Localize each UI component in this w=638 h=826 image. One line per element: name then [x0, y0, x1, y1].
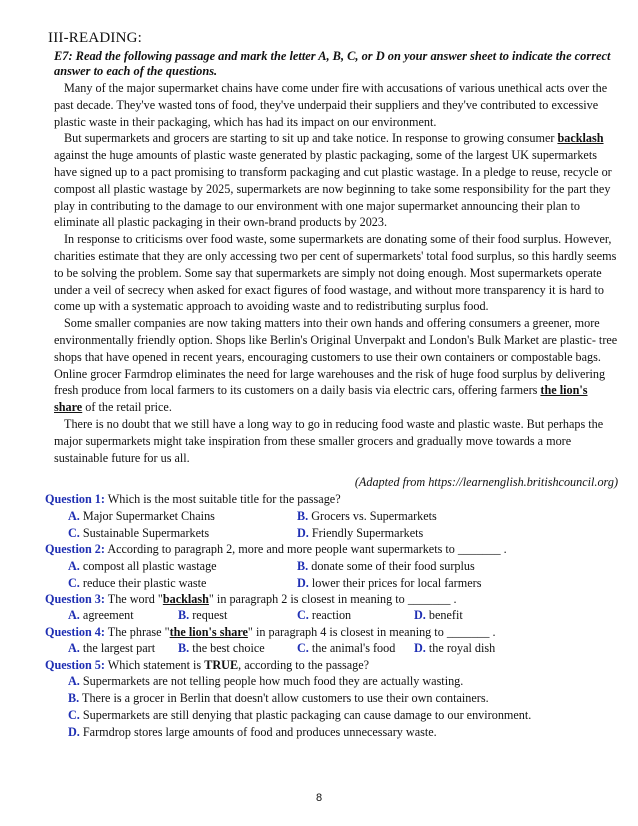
option-text: lower their prices for local farmers — [311, 576, 482, 590]
option-text: agreement — [82, 608, 134, 622]
option-text: the animal's food — [311, 641, 396, 655]
option-text: There is a grocer in Berlin that doesn't allow customers to use their own containers. — [82, 691, 489, 705]
option-letter: A. — [68, 674, 80, 688]
reading-passage — [54, 80, 618, 466]
paragraph-5: There is no doubt that we still have a long way to go in reducing food waste and plastic waste. But perhaps the major supermarkets might take inspiration from these smaller grocers and gradually move towards a more sustainable future for us all. — [54, 416, 604, 465]
question-5-keyword: TRUE — [204, 658, 239, 672]
option-letter: C. — [297, 608, 309, 622]
q3-option-b[interactable] — [178, 607, 227, 624]
question-4-text-end: " in paragraph 4 is closest in meaning to _______ . — [247, 625, 496, 639]
q1-option-c[interactable] — [68, 525, 209, 542]
option-text: compost all plastic wastage — [82, 559, 217, 573]
option-letter: B. — [68, 691, 80, 705]
q5-option-a[interactable] — [68, 673, 463, 690]
question-2-label: Question 2: — [45, 542, 105, 556]
q3-option-a[interactable] — [68, 607, 134, 624]
q1-option-d[interactable] — [297, 525, 423, 542]
question-2 — [45, 541, 625, 558]
question-3-text-end: " in paragraph 2 is closest in meaning to _______ . — [208, 592, 457, 606]
q4-option-c[interactable] — [297, 640, 395, 657]
question-5-text-start: Which statement is — [107, 658, 202, 672]
option-text: Sustainable Supermarkets — [82, 526, 210, 540]
paragraph-3: In response to criticisms over food waste, some supermarkets are donating some of their food surplus. However, charities estimate that they are only accessing two per cent of supermarkets' total food surplus, so this hardly seems to be solving the problem. Some say that supermarkets are simply not doing enough. Most supermarkets operate under a veil of secrecy when asked for exact figures of food wastage, and without more transparency it is hard to come up with a systematic approach to avoiding waste and to redistributing surplus food. — [54, 232, 617, 314]
option-letter: C. — [68, 708, 80, 722]
question-4-label: Question 4: — [45, 625, 105, 639]
option-text: Grocers vs. Supermarkets — [311, 509, 437, 523]
option-text: Friendly Supermarkets — [311, 526, 424, 540]
question-3 — [45, 591, 625, 608]
option-text: Major Supermarket Chains — [82, 509, 215, 523]
option-text: the largest part — [82, 641, 156, 655]
page-number: 8 — [315, 792, 323, 804]
q2-option-c[interactable] — [68, 575, 206, 592]
option-text: reduce their plastic waste — [82, 576, 207, 590]
q4-option-b[interactable] — [178, 640, 265, 657]
instruction-line-2: answer to each of the questions. — [54, 64, 218, 78]
option-letter: D. — [297, 526, 309, 540]
option-letter: A. — [68, 608, 80, 622]
option-letter: A. — [68, 509, 80, 523]
q5-option-b[interactable] — [68, 690, 489, 707]
question-3-keyword: backlash — [162, 592, 209, 606]
paragraph-4 — [54, 315, 618, 416]
option-text: Supermarkets are still denying that plastic packaging can cause damage to our environment. — [82, 708, 532, 722]
option-letter: B. — [297, 509, 309, 523]
q1-option-b[interactable] — [297, 508, 437, 525]
option-letter: D. — [297, 576, 309, 590]
option-letter: D. — [414, 608, 426, 622]
instruction-line-1: E7: Read the following passage and mark the letter A, B, C, or D on your answer sheet to indicate the correct — [54, 49, 611, 63]
question-1-label: Question 1: — [45, 492, 105, 506]
question-4 — [45, 624, 625, 641]
option-letter: D. — [414, 641, 426, 655]
option-letter: A. — [68, 641, 80, 655]
question-4-keyword: the lion's share — [169, 625, 248, 639]
option-text: Farmdrop stores large amounts of food and produces unnecessary waste. — [82, 725, 437, 739]
paragraph-1: Many of the major supermarket chains have come under fire with accusations of various unethical acts over the past decade. They've wasted tons of food, they've underpaid their suppliers and they've contributed to excessive plastic waste in their packaging, which has had its impact on our environment. — [54, 81, 608, 129]
q3-option-d[interactable] — [414, 607, 463, 624]
question-5 — [45, 657, 625, 674]
question-1-text: Which is the most suitable title for the passage? — [107, 492, 341, 506]
paragraph-4-end: of the retail price. — [85, 400, 172, 415]
exercise-instruction — [54, 49, 624, 79]
q4-option-d[interactable] — [414, 640, 495, 657]
question-5-text-end: , according to the passage? — [238, 658, 370, 672]
keyword-backlash: backlash — [557, 131, 604, 146]
option-letter: C. — [68, 526, 80, 540]
q1-option-a[interactable] — [68, 508, 215, 525]
question-5-label: Question 5: — [45, 658, 105, 672]
option-text: donate some of their food surplus — [311, 559, 475, 573]
option-text: request — [192, 608, 228, 622]
option-letter: B. — [297, 559, 309, 573]
q2-option-d[interactable] — [297, 575, 481, 592]
option-text: the best choice — [192, 641, 265, 655]
question-2-text: According to paragraph 2, more and more people want supermarkets to _______ . — [107, 542, 507, 556]
option-letter: B. — [178, 641, 190, 655]
question-3-text-start: The word " — [107, 592, 163, 606]
paragraph-2-end: against the huge amounts of plastic waste generated by plastic packaging, some of the largest UK supermarkets have signed up to a pact promising to transform packaging and cut plastic wastage. In a pledge to reuse, recycle or compost all plastic wastage by 2025, supermarkets are now beginning to take some responsibility for the part they play in contributing to the damage to our environment with one major supermarket announcing their plan to eliminate all plastic packaging in their own-brand products by 2023. — [54, 148, 612, 230]
option-letter: C. — [297, 641, 309, 655]
paragraph-2-start: But supermarkets and grocers are starting to sit up and take notice. In response to growing consumer — [64, 131, 555, 146]
option-text: reaction — [311, 608, 352, 622]
question-1 — [45, 491, 625, 508]
option-letter: A. — [68, 559, 80, 573]
paragraph-2 — [54, 130, 618, 231]
option-text: benefit — [428, 608, 463, 622]
keyword-lions-share: the lion's share — [54, 383, 588, 415]
paragraph-4-start: Some smaller companies are now taking matters into their own hands and offering consumers a greener, more environmentally friendly option. Shops like Berlin's Original Unverpakt and London's Bulk Market are plastic- tree shops that have opened in recent years, encouraging customers to use their own containers or compostable bags. Online grocer Farmdrop eliminates the need for large warehouses and the risk of huge food surplus by delivering fresh produce from local farmers to its customers on a daily basis via electric cars, offering farmers — [54, 316, 618, 398]
option-letter: C. — [68, 576, 80, 590]
option-text: Supermarkets are not telling people how much food they are actually wasting. — [82, 674, 464, 688]
q4-option-a[interactable] — [68, 640, 155, 657]
q3-option-c[interactable] — [297, 607, 351, 624]
question-4-text-start: The phrase " — [107, 625, 170, 639]
option-letter: D. — [68, 725, 80, 739]
q5-option-d[interactable] — [68, 724, 437, 741]
q5-option-c[interactable] — [68, 707, 531, 724]
option-text: the royal dish — [428, 641, 496, 655]
q2-option-a[interactable] — [68, 558, 217, 575]
question-3-label: Question 3: — [45, 592, 105, 606]
source-citation: (Adapted from https://learnenglish.britishcouncil.org) — [354, 475, 618, 489]
q2-option-b[interactable] — [297, 558, 475, 575]
option-letter: B. — [178, 608, 190, 622]
section-title: III-READING: — [48, 30, 143, 46]
